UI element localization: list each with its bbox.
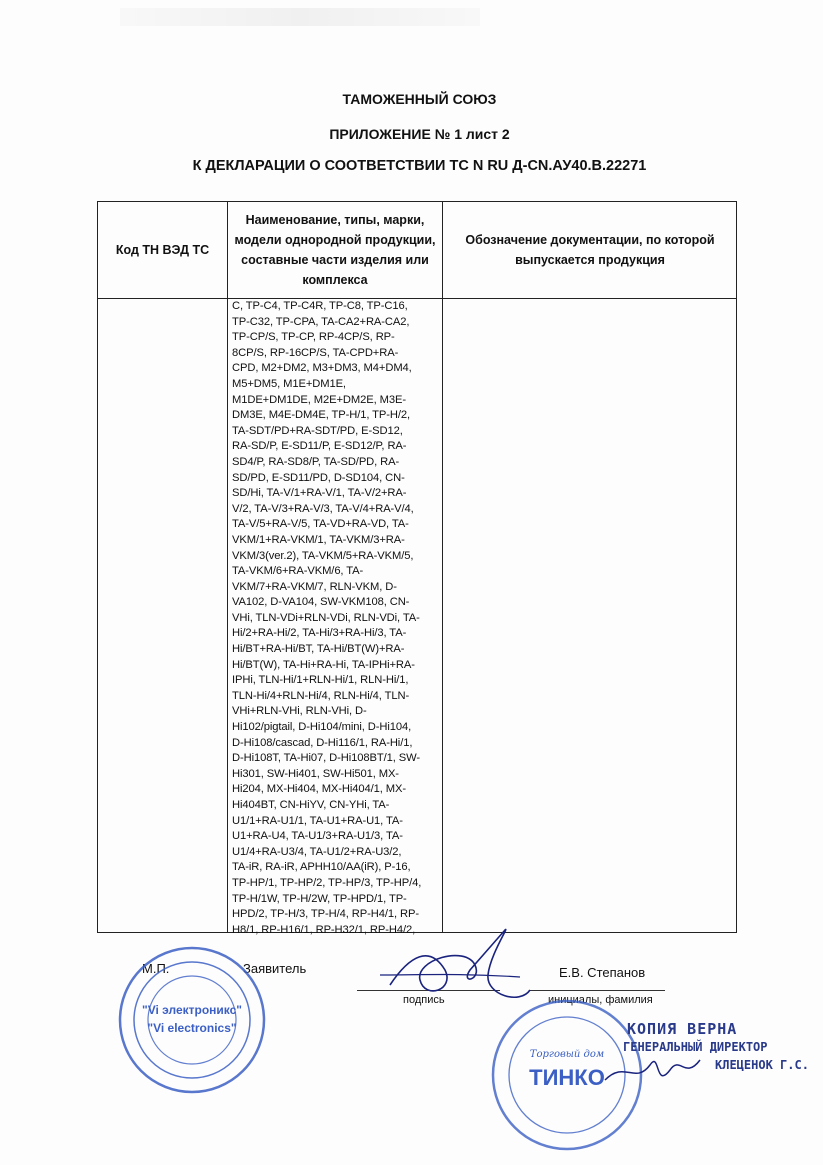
product-models-cell: C, TP-C4, TP-C4R, TP-C8, TP-C16, TP-C32, TP-CPA, TA-CA2+RA-CA2, TP-CP/S, TP-CP, RP-4CP/S, RP- 8CP/S, RP-16CP/S, TA-CPD+RA- CPD, M2+DM2, M3+DM3, M4+DM4, M5+DM5, M1E+DM1E, M1DE+DM1DE, M2E+DM2E, M3E- DM3E, M4E-DM4E, TP-H/1, TP-H/2, TA-SDT/PD+RA-SDT/PD, E-SD12, RA-SD/P, E-SD11/P, E-SD12/P, RA- SD4/P, RA-SD8/P, TA-SD/PD, RA- SD/PD, E-SD11/PD, D-SD104, CN- SD/Hi, TA-V/1+RA-V/1, TA-V/2+RA- V/2, TA-V/3+RA-V/3, TA-V/4+RA-V/4, TA-V/5+RA-V/5, TA-VD+RA-VD, TA- VKM/1+RA-VKM/1, TA-VKM/3+RA- VKM/3(ver.2), TA-VKM/5+RA-VKM/5, TA-VKM/6+RA-VKM/6, TA- VKM/7+RA-VKM/7, RLN-VKM, D- VA102, D-VA104, SW-VKM108, CN- VHi, TLN-VDi+RLN-VDi, RLN-VDi, TA- Hi/2+RA-Hi/2, TA-Hi/3+RA-Hi/3, TA- Hi/BT+RA-Hi/BT, TA-Hi/BT(W)+RA- Hi/BT(W), TA-Hi+RA-Hi, TA-IPHi+RA- IPHi, TLN-Hi/1+RLN-Hi/1, RLN-Hi/1, TLN-Hi/4+RLN-Hi/4, RLN-Hi/4, TLN- VHi+RLN-VHi, RLN-VHi, D- Hi102/pigtail, D-Hi104/mini, D-Hi104, D-Hi108/cascad, D-Hi116/1, RA-Hi/1, D-Hi108T, TA-Hi07, D-Hi108BT/1, SW- Hi301, SW-Hi401, SW-Hi501, MX- Hi204, MX-Hi404, MX-Hi404/1, MX- Hi404BT, CN-HiYV, CN-YHi, TA- U1/1+RA-U1/1, TA-U1+RA-U1, TA- U1+RA-U4, TA-U1/3+RA-U1/3, TA- U1/4+RA-U3/4, TA-U1/2+RA-U3/2, TA-iR, RA-iR, APHH10/AA(iR), P-16, TP-HP/1, TP-HP/2, TP-HP/3, TP-HP/4, TP-H/1W, TP-H/2W, TP-HPD/1, TP- HPD/2, TP-H/3, TP-H/4, RP-H4/1, RP- H8/1, RP-H16/1, RP-H32/1, RP-H4/2, (232, 300, 422, 936)
header-documentation-text: Обозначение документации, по которой выпускается продукция (465, 233, 715, 267)
signature-caption: подпись (403, 994, 445, 1006)
director-name-stamp: КЛЕЦЕНОК Г.С. (715, 1058, 809, 1072)
appendix-title: ПРИЛОЖЕНИЕ № 1 лист 2 (329, 126, 510, 142)
initials-line (530, 990, 665, 991)
initials-caption: инициалы, фамилия (548, 994, 653, 1006)
union-title: ТАМОЖЕННЫЙ СОЮЗ (342, 91, 497, 107)
company-seal-left (110, 942, 280, 1102)
applicant-label: Заявитель (243, 961, 307, 976)
declaration-title: К ДЕКЛАРАЦИИ О СООТВЕТСТВИИ ТС N RU Д-CN.АУ40.В.22271 (192, 158, 647, 174)
column-divider (442, 202, 443, 932)
seal-left-text-ru: "Vi электроникс" (142, 1003, 242, 1017)
seal-right-subtitle: Торговый дом (529, 1049, 605, 1060)
column-divider (227, 202, 228, 932)
header-product-names-text: Наименование, типы, марки, модели однородной продукции, составные части изделия или комплекса (234, 213, 436, 287)
scan-artifact (120, 8, 480, 26)
header-product-names (228, 202, 442, 298)
seal-right-logo: ТИНКО (529, 1065, 605, 1090)
director-title-stamp: ГЕНЕРАЛЬНЫЙ ДИРЕКТОР (623, 1040, 768, 1054)
signer-name: Е.В. Степанов (559, 965, 646, 980)
header-documentation (443, 202, 737, 298)
products-table (97, 201, 737, 936)
mp-label: М.П. (142, 961, 170, 976)
director-signature (600, 1040, 710, 1100)
copy-certified-stamp: КОПИЯ ВЕРНА (627, 1020, 738, 1038)
header-tnved-code-text: Код ТН ВЭД ТС (115, 243, 210, 257)
header-tnved-code (98, 202, 227, 298)
seal-left-text-en: "Vi electronics" (147, 1021, 237, 1035)
